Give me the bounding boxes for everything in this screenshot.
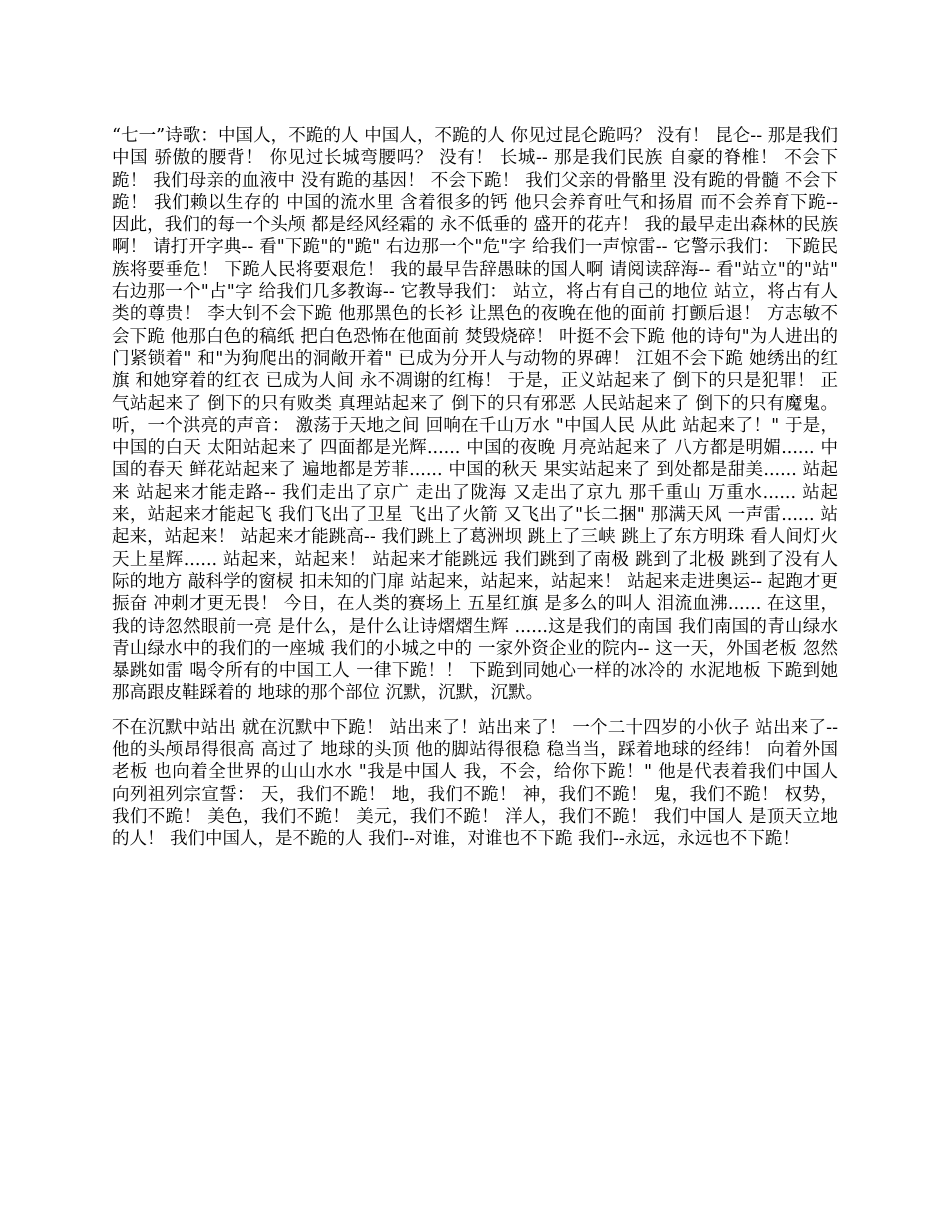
paragraph: “七一”诗歌：中国人，不跪的人 中国人，不跪的人 你见过昆仑跪吗？ 没有！ 昆仑-- 那是我们中国 骄傲的腰背！ 你见过长城弯腰吗？ 没有！ 长城-- 那是我们民族 自豪的脊椎！ 不会下跪！ 我们母亲的血液中 没有跪的基因！ 不会下跪！ 我们父亲的骨骼里 没有跪的骨髓 不会下跪！ 我们赖以生存的 中国的流水里 含着很多的钙 他只会养育吐气和扬眉 而不会养育下跪-- 因此，我们的每一个头颅 都是经风经霜的 永不低垂的 盛开的花卉！ 我的最早走出森林的民族啊！ 请打开字典-- 看"下跪"的"跪" 右边那一个"危"字 给我们一声惊雷-- 它警示我们： 下跪民族将要垂危！ 下跪人民将要艰危！ 我的最早告辞愚昧的国人啊 请阅读辞海-- 看"站立"的"站" 右边那一个"占"字 给我们几多教诲-- 它教导我们： 站立，将占有自己的地位 站立，将占有人类的尊贵！ 李大钊不会下跪 他那黑色的长衫 让黑色的夜晚在他的面前 打颤后退！ 方志敏不会下跪 他那白色的稿纸 把白色恐怖在他面前 焚毁烧碎！ 叶挺不会下跪 他的诗句"为人进出的门紧锁着" 和"为狗爬出的洞敞开着" 已成为分开人与动物的界碑！ 江姐不会下跪 她绣出的红旗 和她穿着的红衣 已成为人间 永不凋谢的红梅！ 于是，正义站起来了 倒下的只是犯罪！ 正气站起来了 倒下的只有败类 真理站起来了 倒下的只有邪恶 人民站起来了 倒下的只有魔鬼。 听，一个洪亮的声音： 激荡于天地之间 回响在千山万水 "中国人民 从此 站起来了！" 于是，中国的白天 太阳站起来了 四面都是光辉...... 中国的夜晚 月亮站起来了 八方都是明媚...... 中国的春天 鲜花站起来了 遍地都是芳菲...... 中国的秋天 果实站起来了 到处都是甜美...... 站起来 站起来才能走路-- 我们走出了京广 走出了陇海 又走出了京九 那千重山 万重水...... 站起来，站起来才能起飞 我们飞出了卫星 飞出了火箭 又飞出了"长二捆" 那满天风 一声雷...... 站起来，站起来！ 站起来才能跳高-- 我们跳上了葛洲坝 跳上了三峡 跳上了东方明珠 看人间灯火 天上星辉...... 站起来，站起来！ 站起来才能跳远 我们跳到了南极 跳到了北极 跳到了没有人际的地方 敲科学的窗棂 扣未知的门扉 站起来，站起来，站起来！ 站起来走进奥运-- 起跑才更振奋 冲刺才更无畏！ 今日，在人类的赛场上 五星红旗 是多么的叫人 泪流血沸...... 在这里，我的诗忽然眼前一亮 是什么，是什么让诗熠熠生辉 ......这是我们的南国 我们南国的青山绿水 青山绿水中的我们的一座城 我们的小城之中的 一家外资企业的院内-- 这一天，外国老板 忽然暴跳如雷 喝令所有的中国工人 一律下跪！！ 下跪到同她心一样的冰冷的 水泥地板 下跪到她那高跟皮鞋踩着的 地球的那个部位 沉默，沉默，沉默。: [112, 126, 838, 704]
document-body: [112, 125, 838, 863]
paragraph: 不在沉默中站出 就在沉默中下跪！ 站出来了！站出来了！ 一个二十四岁的小伙子 站出来了-- 他的头颅昂得很高 高过了 地球的头顶 他的脚站得很稳 稳当当，踩着地球的经纬！ 向着外国老板 也向着全世界的山山水水 "我是中国人 我，不会，给你下跪！" 他是代表着我们中国人 向列祖列宗宣誓： 天，我们不跪！ 地，我们不跪！ 神，我们不跪！ 鬼，我们不跪！ 权势，我们不跪！ 美色，我们不跪！ 美元，我们不跪！ 洋人，我们不跪！ 我们中国人 是顶天立地的人！ 我们中国人，是不跪的人 我们--对谁，对谁也不下跪 我们--永远，永远也不下跪！: [112, 717, 838, 850]
